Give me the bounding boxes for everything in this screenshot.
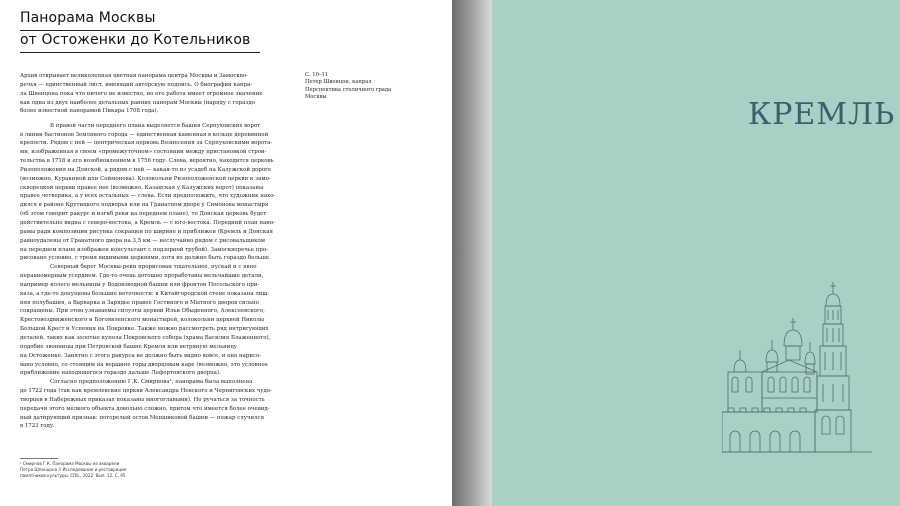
body-line: более известной панорамой Пикара 1708 года). [20,108,159,115]
body-line: правее четверика, а у всех остальных — слева. Если предположить, что художник нахо- [20,193,276,200]
body-line: деталей, таких как золотые купола Покровского собора (храма Василия Блаженного), [20,334,271,341]
body-line: вано условно, со стоящим на вершине горы дворцовым каре (возможно, это условное [20,361,268,368]
title-underline-2 [20,52,260,53]
body-line: до 1722 года (так как кремлевские церкви Александра Невского и Черниговских чудо- [20,388,272,395]
body-line: рамы ради композиции рисунка сокращен по ширине и приближен (Кремль и Донская [20,228,273,235]
body-line: крепости. Рядом с ней — центрическая церковь Вознесения за Серпуховскими ворота- [20,140,273,147]
footnote-divider [20,458,58,459]
body-line: творцев в Набережных приказах показаны многоглавыми). Но ручаться за точность [20,396,265,403]
body-line: Большой Крест и Успения на Покровке. Также можно рассмотреть ряд интригующих [20,326,269,333]
body-line: Северный берег Москвы-реки прорисован тщательнее, пускай и с явно [50,264,257,271]
body-line: ми, изображенная в своем «промежуточном» состоянии между пристановкой строи- [20,149,267,156]
body-line: каза, а где-то допущены большие неточности: в Китайгородской стене показана лиш- [20,290,270,297]
body-line: действительно видна с северо-востока, а Кремль — с юго-востока. Передний план пано- [20,220,276,226]
caption-page-ref: С. 10–11 [305,72,329,78]
body-line: сокращены. При этом узнаваемы силуэты церкви Ильи Обыденного, Алексеевского, [20,308,265,315]
caption-work-title: Перспектива столичного града [305,86,392,93]
caption-work-title-cont: Москвы [305,94,327,101]
body-line: на Остоженке. Занятно с этого ракурса не должно быть видно вовсе, и оно нарисо- [20,352,262,359]
body-line: речья — единственный лист, имеющий авторскую подпись. О биографии капра- [20,81,253,88]
body-line: приближение находящегося гораздо дальше Лефортовского дворца). [20,370,221,377]
kremlin-wall-drawing [722,408,872,452]
caption-author: Петер Швенцон, капрал [305,79,372,86]
body-line: няя полубашня, а Варварка и Зарядье правее Гостиного и Мытного дворов сильно [20,299,259,306]
body-line: ный датирующий признак: погорелый остов Меншиковой башни — пожар случился [20,414,265,421]
footnote-line: Петра Шпенцона // Исследование и реставрация [20,467,127,473]
body-line: В правой части переднего плана выделяется башня Серпуховских ворот [50,122,261,129]
body-line: тельства в 1718 и его возобновлением в 1756 году. Слева, вероятно, находится церковь [20,158,274,165]
footnote-line: памятников культуры. СПб., 2022. Вып. 12. С. 95. [20,473,127,479]
body-line: например колесо мельницы у Водовзводной башни или фронтон Посольского при- [20,281,260,288]
body-line: дился в районе Крутицкого подворья или на Гранатном дворе у Симонова монастыря [20,202,269,209]
body-line: равноудалены от Гранатного двора на 3,5 км — неслучайно рядом с рисовальщиком [20,237,266,244]
kremlin-towers-sketch [722,280,872,455]
cathedral-drawing [762,318,817,412]
illustration-caption [305,72,445,102]
body-line: Архив открывает великолепная цветная панорама центра Москвы и Замоскво- [20,73,248,79]
book-gutter [452,0,492,506]
body-line: рисовано условно, с тремя видимыми церквями, хотя их должно быть гораздо больше. [20,255,271,262]
right-page [492,0,900,506]
bell-tower-drawing [815,282,851,452]
body-line: как одна из двух наиболее детальных ранних панорам Москвы (наряду с гораздо [20,99,255,106]
body-line: на переднем плане изображен консультант с подзорной трубой). Замоскворечье про- [20,246,268,253]
body-line: передачи этого мелкого объекта довольно сложно, притом что имеется более очевид- [20,405,270,412]
body-line: (возможно, Куракиной или Соймонова). Колокольни Ризоположенской церкви и замо- [20,175,271,182]
article-title-line-1: Панорама Москвы [20,10,156,26]
body-line: в линии бастионов Земляного города — единственная каменная в кольце деревянной [20,131,269,138]
body-line: (об этом говорит ракурс и изгиб реки на переднем плане), то Донская церковь будет [20,211,267,218]
footnote [20,461,160,480]
body-line: Крестовоздвиженского и Богоявленского монастырей, колокольни церквей Николы [20,317,265,324]
body-line: Согласно предположению Г.К. Смирнова¹, панорама была выполнена [50,379,253,386]
small-church-drawing [728,350,762,412]
article-title-line-2: от Остоженки до Котельников [20,32,251,48]
body-line: скворецкой церкви правее нее (возможно, Казанская у Калужских ворот) показаны [20,184,264,191]
body-line: Ризоположения на Донской, а рядом с ней — какая-то из усадеб на Калужской дороге [20,166,272,173]
body-line: неравномерным усердием. Где-то очень дотошно проработаны мельчайшие детали, [20,273,264,280]
body-line: ла Швенцона пока что ничего не известно, но его работа имеет огромное значение [20,90,263,97]
section-title: КРЕМЛЬ [748,97,896,132]
body-line: в 1723 году. [20,423,55,430]
footnote-line: ¹ Смирнов Г.К. Панорама Москвы из акварели [20,461,120,466]
body-line: подобие звонницы при Петровской башне Кремля или ветряную мельницу [20,343,238,350]
article-body [20,72,302,431]
